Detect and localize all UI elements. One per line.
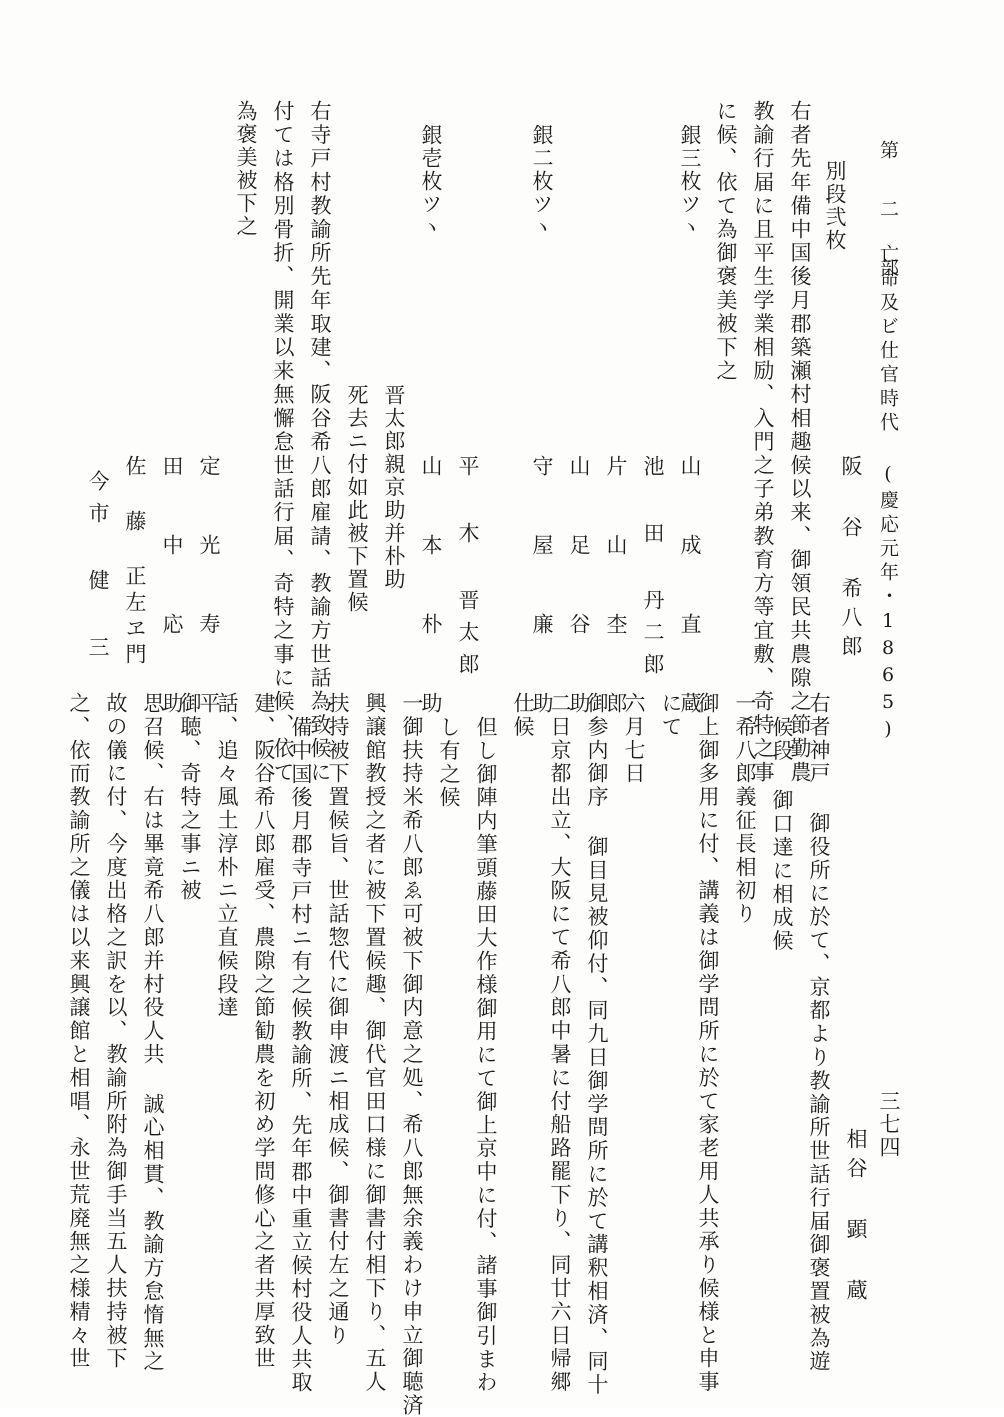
- text-column: 六月七日: [622, 692, 646, 786]
- recipient-name: 山 成 直 蔵: [678, 455, 702, 730]
- text-column: 但し御陣内筆頭藤田大作様御用にて御上京中に付、諸事御引まわ: [474, 716, 498, 1395]
- text-column: 建、阪谷希八郎雇受、農隙之節勧農を初め学問修心之者共厚致世: [252, 692, 276, 1371]
- recipient-name: 佐 藤 正左ヱ門: [123, 455, 147, 669]
- text-column: 扶持被下置候旨、世話惣代に御申渡ニ相成候、御書付左之通り: [326, 692, 350, 1348]
- part-label: 第 二 部: [877, 140, 899, 286]
- text-column: 御上御多用に付、講義は御学問所に於て家老用人共承り候様と申事: [696, 692, 720, 1394]
- text-column: 備中国後月郡寺戸村ニ有之候教諭所、先年郡中重立候村役人共取: [289, 716, 313, 1395]
- recipient-name: 今市 健 三: [86, 470, 110, 668]
- note-line: 晋太郎親京助并朴助: [382, 384, 406, 591]
- text-column: 故の儀に付、今度出格之訳を以、教諭所附為御手当五人扶持被下: [104, 692, 128, 1371]
- recipient-name: 守 屋 廉 助: [530, 455, 554, 730]
- award-label: 銀三枚ツヽ: [678, 124, 702, 239]
- recipient-name: 山 足 谷 助: [567, 455, 591, 730]
- text-column: 右者神戸 御役所に於て、京都より教諭所世話行届御褒置被為遊: [807, 692, 831, 1374]
- text-column: 之、依而教諭所之儀は以来興譲館と相唱、永世荒廃無之様精々世: [67, 692, 91, 1371]
- text-column: 御参内御序 御目見被仰付、同九日御学問所に於て講釈相済、同十: [585, 692, 609, 1397]
- award-label: 銀二枚ツヽ: [530, 124, 554, 239]
- recipient-name: 山 本 朴 助: [419, 455, 443, 730]
- recipient-name: 片 山 杢 郎: [604, 455, 628, 730]
- chapter-title: 亡命及ビ仕官時代 (慶応元年・1865): [877, 244, 899, 745]
- text-column: 右者先年備中国後月郡築瀬村相趣候以来、御領民共農隙之節勤農: [788, 100, 812, 785]
- text-column: 一希八郎義征長相初り: [733, 692, 757, 926]
- recipient-name: 田 中 応 助: [160, 455, 184, 730]
- text-column: に候、依て為御褒美被下之: [714, 100, 738, 384]
- text-column: 候段 御口達に相成候: [770, 716, 794, 953]
- text-column: 教諭行届に且平生学業相励、入門之子弟教育方等宜敷、奇特之事: [751, 100, 775, 785]
- text-column: 付ては格別骨折、開業以来無懈怠世話行届、奇特之事に候、依て: [271, 100, 295, 785]
- recipient-name: 阪 谷 希八郎: [839, 455, 863, 664]
- text-column: 一御扶持米希八郎ゑ可被下御内意之処、希八郎無余義わけ申立御聴済: [400, 692, 424, 1417]
- text-column: にて: [659, 692, 683, 739]
- text-column: 仕候: [511, 692, 535, 739]
- recipient-name: 定 光 寿 平: [197, 455, 221, 730]
- author-name: 相谷 顕 蔵: [844, 1128, 868, 1308]
- recipient-name: 池 田 丹二郎: [641, 455, 665, 685]
- note-line: 死去ニ付如此被下置候: [345, 384, 369, 614]
- text-column: 話、追々風土淳朴ニ立直候段達: [215, 692, 239, 1020]
- text-column: 右寺戸村教諭所先年取建、阪谷希八郎雇請、教諭方世話為致候に: [308, 100, 332, 785]
- text-column: 思召候、右は畢竟希八郎并村役人共 誠心相貫、教諭方怠惰無之: [141, 692, 165, 1374]
- page-number: 三七四: [877, 1090, 901, 1159]
- award-label: 銀壱枚ツヽ: [419, 124, 443, 239]
- text-column: 二日京都出立、大阪にて希八郎中暑に付船路罷下り、同廿六日帰郷: [548, 692, 572, 1394]
- section-heading: 別段弐枚: [823, 160, 847, 252]
- recipient-name: 平 木 晋太郎: [456, 455, 480, 685]
- text-column: 為褒美被下之: [234, 100, 258, 238]
- text-column: 御聴、奇特之事ニ被: [178, 692, 202, 903]
- text-column: し有之候: [437, 716, 461, 810]
- text-column: 興譲館教授之者に被下置候趣、御代官田口様に御書付相下り、五人: [363, 692, 387, 1394]
